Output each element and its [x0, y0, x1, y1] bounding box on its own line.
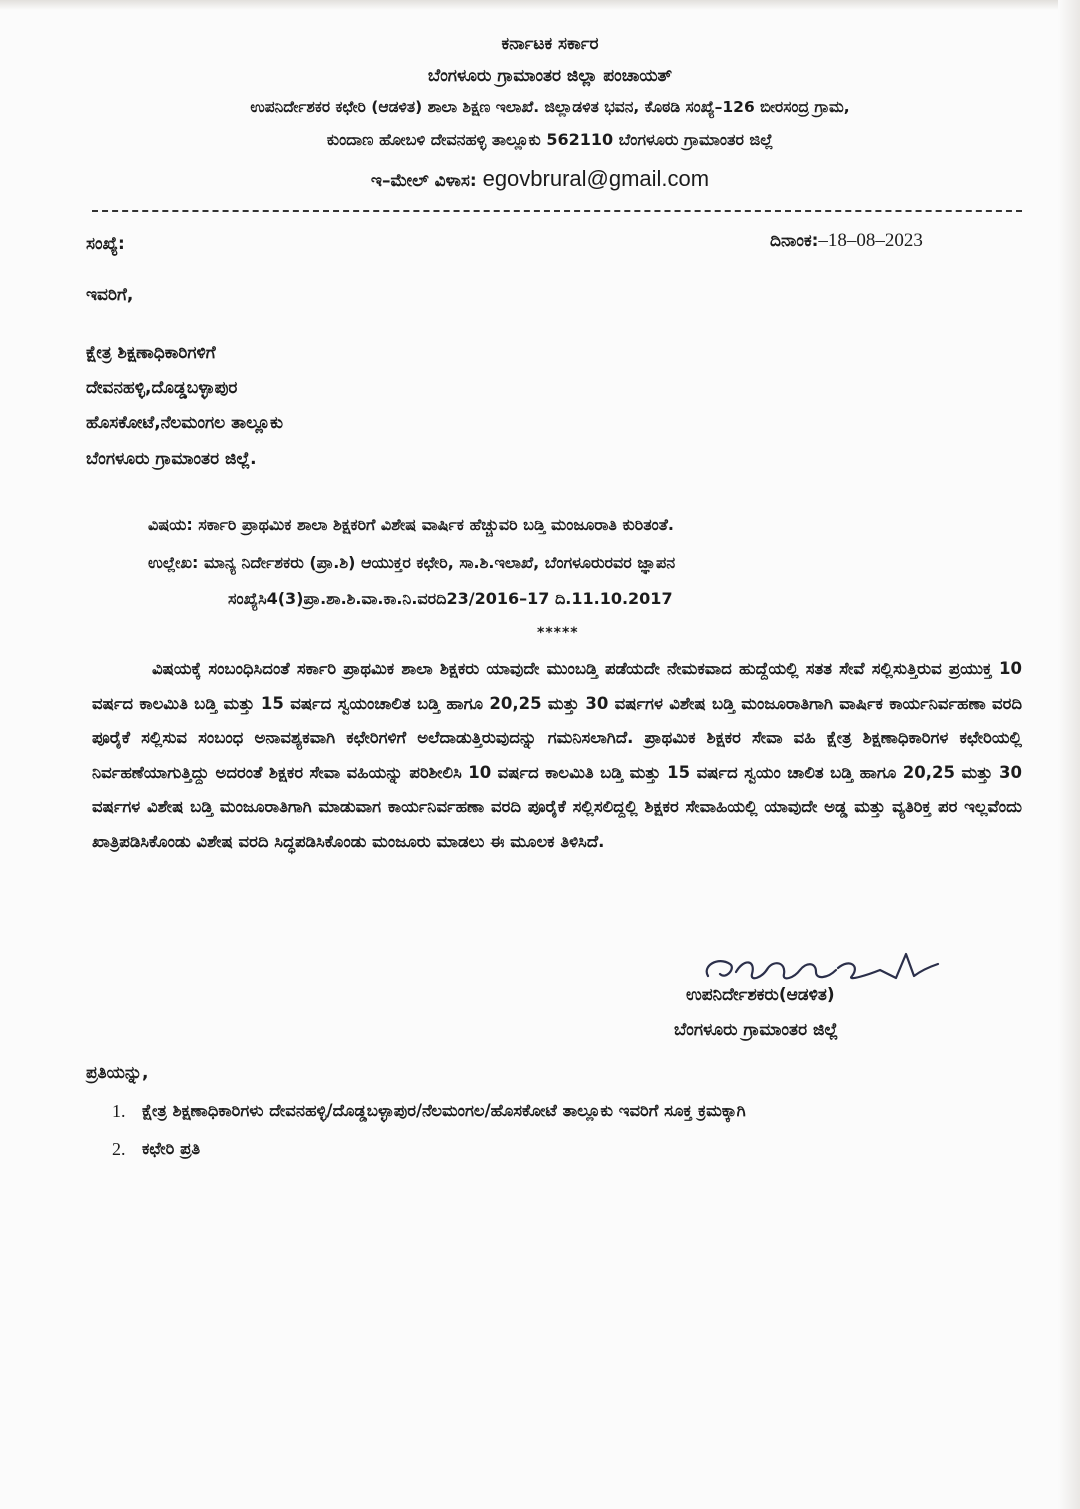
scan-edge-shadow: [1058, 0, 1080, 1509]
letter-body: ವಿಷಯಕ್ಕೆ ಸಂಬಂಧಿಸಿದಂತೆ ಸರ್ಕಾರಿ ಪ್ರಾಥಮಿಕ ಶಾಲಾ ಶಿಕ್ಷಕರು ಯಾವುದೇ ಮುಂಬಡ್ತಿ ಪಡೆಯದೇ ನೇಮಕವಾದ ಹುದ್ದೆಯಲ್ಲಿ ಸತತ ಸೇವೆ ಸಲ್ಲಿಸುತ್ತಿರುವ ಪ್ರಯುಕ್ತ 10 ವರ್ಷದ ಕಾಲಮಿತಿ ಬಡ್ತಿ ಮತ್ತು 15 ವರ್ಷದ ಸ್ವಯಂಚಾಲಿತ ಬಡ್ತಿ ಹಾಗೂ 20,25 ಮತ್ತು 30 ವರ್ಷಗಳ ವಿಶೇಷ ಬಡ್ತಿ ಮಂಜೂರಾತಿಗಾಗಿ ವಾರ್ಷಿಕ ಕಾರ್ಯನಿರ್ವಹಣಾ ವರದಿ ಪೂರೈಕೆ ಸಲ್ಲಿಸುವ ಸಂಬಂಧ ಅನಾವಶ್ಯಕವಾಗಿ ಕಛೇರಿಗಳಿಗೆ ಅಲೆದಾಡುತ್ತಿರುವುದನ್ನು ಗಮನಿಸಲಾಗಿದೆ. ಪ್ರಾಥಮಿಕ ಶಿಕ್ಷಕರ ಸೇವಾ ವಹಿ ಕ್ಷೇತ್ರ ಶಿಕ್ಷಣಾಧಿಕಾರಿಗಳ ಕಛೇರಿಯಲ್ಲಿ ನಿರ್ವಹಣೆಯಾಗುತ್ತಿದ್ದು ಅದರಂತೆ ಶಿಕ್ಷಕರ ಸೇವಾ ವಹಿಯನ್ನು ಪರಿಶೀಲಿಸಿ 10 ವರ್ಷದ ಕಾಲಮಿತಿ ಬಡ್ತಿ ಮತ್ತು 15 ವರ್ಷದ ಸ್ವಯಂ ಚಾಲಿತ ಬಡ್ತಿ ಹಾಗೂ 20,25 ಮತ್ತು 30 ವರ್ಷಗಳ ವಿಶೇಷ ಬಡ್ತಿ ಮಂಜೂರಾತಿಗಾಗಿ ಮಾಡುವಾಗ ಕಾರ್ಯನಿರ್ವಹಣಾ ವರದಿ ಪೂರೈಕೆ ಸಲ್ಲಿಸಲಿದ್ದಲ್ಲಿ ಶಿಕ್ಷಕರ ಸೇವಾಹಿಯಲ್ಲಿ ಯಾವುದೇ ಅಡ್ಡ ಮತ್ತು ವ್ಯತಿರಿಕ್ತ ಪರ ಇಲ್ಲವೆಂದು ಖಾತ್ರಿಪಡಿಸಿಕೊಂಡು ವಿಶೇಷ ವರದಿ ಸಿದ್ಧಪಡಿಸಿಕೊಂಡು ಮಂಜೂರು ಮಾಡಲು ಈ ಮೂಲಕ ತಿಳಿಸಿದೆ.: [92, 659, 1022, 851]
addressee-line: ಹೊಸಕೋಟೆ,ನೆಲಮಂಗಲ ತಾಲ್ಲೂಕು: [86, 413, 284, 433]
copy-to-list: [112, 1094, 972, 1170]
signatory-designation: ಉಪನಿರ್ದೇಶಕರು(ಆಡಳಿತ): [686, 985, 835, 1005]
list-item-text: ಕ್ಷೇತ್ರ ಶಿಕ್ಷಣಾಧಿಕಾರಿಗಳು ದೇವನಹಳ್ಳಿ/ದೊಡ್ಡಬಳ್ಳಾಪುರ/ನೆಲಮಂಗಲ/ಹೊಸಕೋಟೆ ತಾಲ್ಲೂಕು ಇವರಿಗೆ ಸೂಕ್ತ ಕ್ರಮಕ್ಕಾಗಿ: [142, 1101, 746, 1120]
addressee-line: ದೇವನಹಳ್ಳಿ,ದೊಡ್ಡಬಳ್ಳಾಪುರ: [86, 378, 238, 398]
list-item-text: ಕಛೇರಿ ಪ್ರತಿ: [142, 1139, 201, 1158]
scan-top-shadow: [0, 0, 1080, 10]
date-value: –18–08–2023: [818, 230, 923, 251]
email-address: egovbrural@gmail.com: [482, 166, 710, 191]
list-item: [112, 1094, 972, 1128]
signatory-district: ಬೆಂಗಳೂರು ಗ್ರಾಮಾಂತರ ಜಿಲ್ಲೆ: [674, 1020, 839, 1040]
letter-date: [770, 230, 923, 252]
header-divider: [92, 210, 1022, 212]
date-label: ದಿನಾಂಕ:: [770, 231, 819, 251]
header-office-address: ಉಪನಿರ್ದೇಶಕರ ಕಛೇರಿ (ಆಡಳಿತ) ಶಾಲಾ ಶಿಕ್ಷಣ ಇಲಾಖೆ. ಜಿಲ್ಲಾಡಳಿತ ಭವನ, ಕೊಠಡಿ ಸಂಖ್ಯೆ–126 ಬೀರಸಂದ್ರ ಗ್ರಾಮ,: [250, 98, 850, 116]
reference-number-label: ಸಂಖ್ಯೆ:: [86, 234, 125, 254]
header-panchayat: ಬೆಂಗಳೂರು ಗ್ರಾಮಾಂತರ ಜಿಲ್ಲಾ ಪಂಚಾಯತ್: [427, 66, 673, 86]
list-item-number: 1.: [112, 1101, 126, 1121]
list-item-number: 2.: [112, 1139, 126, 1159]
list-item: [112, 1132, 972, 1166]
addressee-line: ಬೆಂಗಳೂರು ಗ್ರಾಮಾಂತರ ಜಿಲ್ಲೆ.: [86, 449, 257, 469]
separator-stars: *****: [537, 625, 579, 641]
salutation: ಇವರಿಗೆ,: [86, 285, 134, 305]
email-label: ಇ–ಮೇಲ್ ವಿಳಾಸ:: [370, 171, 477, 191]
header-government: ಕರ್ನಾಟಕ ಸರ್ಕಾರ: [501, 34, 599, 54]
header-address-line2: ಕುಂದಾಣ ಹೋಬಳಿ ದೇವನಹಳ್ಳಿ ತಾಲ್ಲೂಕು 562110 ಬೆಂಗಳೂರು ಗ್ರಾಮಾಂತರ ಜಿಲ್ಲೆ: [326, 130, 774, 149]
letter-reference-number: ಸಂಖ್ಯೆಸಿ4(3)ಪ್ರಾ.ಶಾ.ಶಿ.ವಾ.ಕಾ.ನಿ.ವರದಿ23/2016–17 ದಿ.11.10.2017: [228, 589, 673, 608]
copy-to-heading: ಪ್ರತಿಯನ್ನು,: [86, 1063, 149, 1083]
header-email-line: [60, 166, 1020, 192]
letter-subject: ವಿಷಯ: ಸರ್ಕಾರಿ ಪ್ರಾಥಮಿಕ ಶಾಲಾ ಶಿಕ್ಷಕರಿಗೆ ವಿಶೇಷ ವಾರ್ಷಿಕ ಹೆಚ್ಚುವರಿ ಬಡ್ತಿ ಮಂಜೂರಾತಿ ಕುರಿತಂತೆ.: [148, 515, 674, 534]
addressee-line: ಕ್ಷೇತ್ರ ಶಿಕ್ಷಣಾಧಿಕಾರಿಗಳಿಗೆ: [86, 343, 216, 363]
letter-reference: ಉಲ್ಲೇಖ: ಮಾನ್ಯ ನಿರ್ದೇಶಕರು (ಪ್ರಾ.ಶಿ) ಆಯುಕ್ತರ ಕಛೇರಿ, ಸಾ.ಶಿ.ಇಲಾಖೆ, ಬೆಂಗಳೂರುರವರ ಜ್ಞಾಪನ: [148, 553, 676, 572]
